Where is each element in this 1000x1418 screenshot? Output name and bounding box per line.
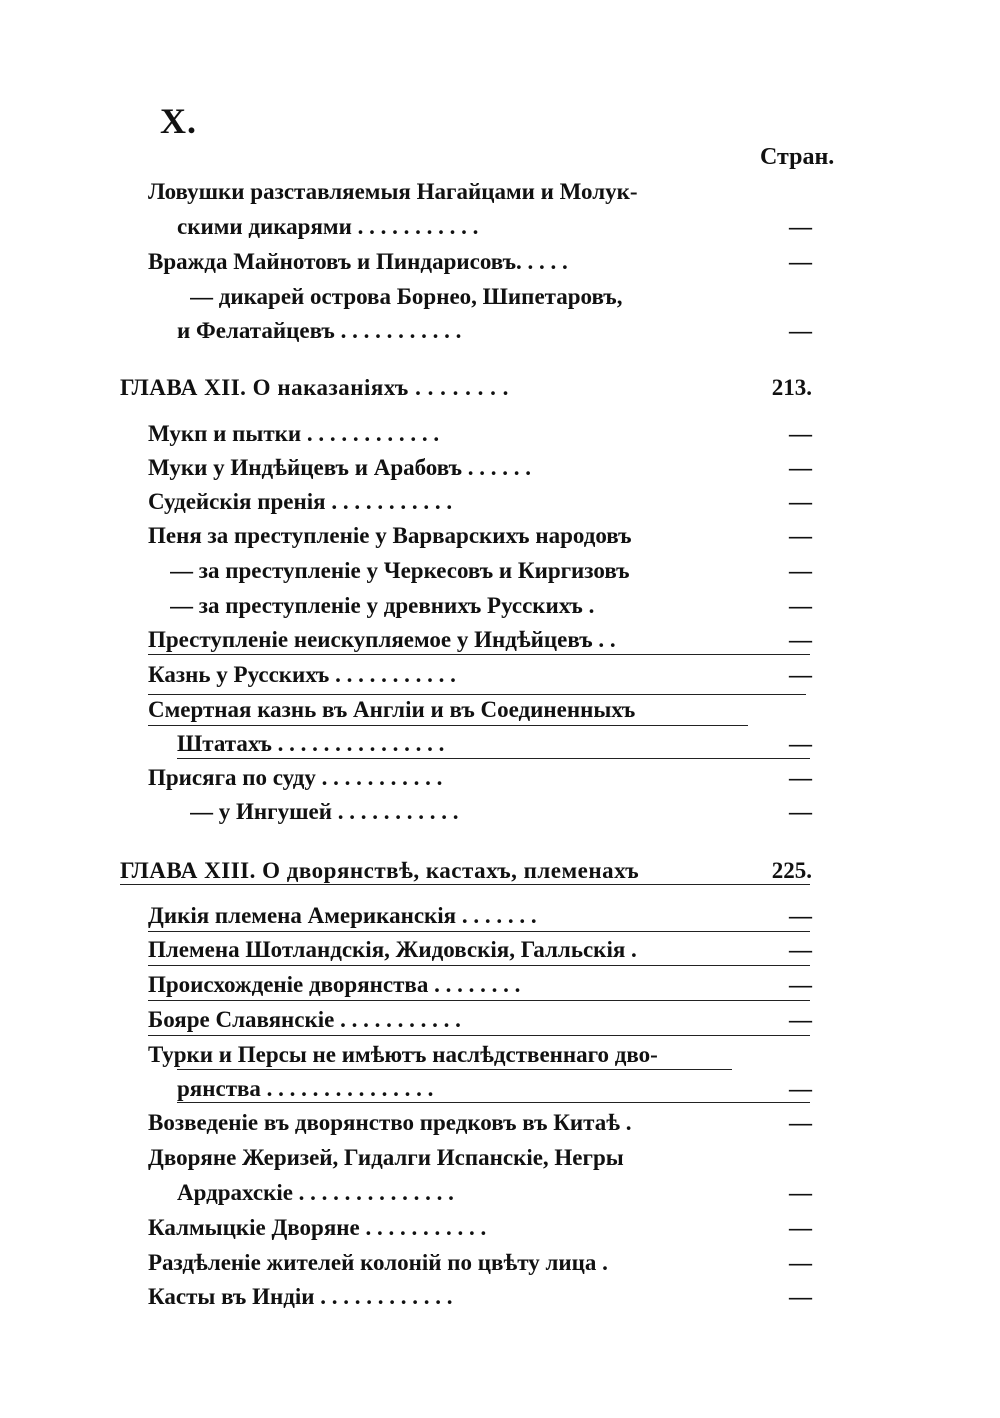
underline-rule [177, 1069, 732, 1070]
toc-entry [0, 898, 1000, 934]
entry-text: Дикія племена Американскія . . . . . . . [148, 903, 537, 928]
entry-text: рянства . . . . . . . . . . . . . . . [177, 1076, 434, 1101]
chapter-page: 213. [771, 375, 812, 400]
underline-rule [148, 1035, 810, 1036]
toc-entry [0, 657, 1000, 693]
toc-entry [0, 450, 1000, 486]
entry-page: — [789, 1284, 812, 1309]
entry-text: Присяга по суду . . . . . . . . . . . [148, 765, 443, 790]
page-number: X. [160, 101, 197, 141]
entry-text: Дворяне Жеризей, Гидалги Испанскіе, Негры [148, 1145, 624, 1170]
chapter-title: ГЛАВА XII. О наказаніяхъ . . . . . . . . [120, 375, 509, 400]
entry-text: — за преступленіе у Черкесовъ и Киргизовъ [170, 558, 630, 583]
entry-text: Племена Шотландскія, Жидовскія, Галльскія . [148, 937, 637, 962]
toc-entry [0, 692, 1000, 728]
entry-page: — [789, 937, 812, 962]
toc-entry [0, 1140, 1000, 1176]
toc-entry [0, 416, 1000, 452]
toc-entry [0, 174, 1000, 210]
toc-entry [0, 313, 1000, 349]
entry-page: — [789, 593, 812, 618]
entry-page: — [789, 214, 812, 239]
entry-text: Судейскія пренія . . . . . . . . . . . [148, 489, 453, 514]
toc-entry [0, 1105, 1000, 1141]
entry-text: Калмыцкіе Дворяне . . . . . . . . . . . [148, 1215, 487, 1240]
entry-page: — [789, 765, 812, 790]
entry-text: Раздѣленіе жителей колоній по цвѣту лица . [148, 1250, 608, 1275]
entry-text: — дикарей острова Борнео, Шипетаровъ, [190, 284, 623, 309]
underline-rule [148, 1000, 810, 1001]
entry-page: — [789, 249, 812, 274]
entry-text: — у Ингушей . . . . . . . . . . . [190, 799, 459, 824]
chapter-title: ГЛАВА XIII. О дворянствѣ, кастахъ, племенахъ [120, 858, 640, 883]
entry-page: — [789, 903, 812, 928]
toc-entry [0, 588, 1000, 624]
toc-entry [0, 1245, 1000, 1281]
toc-entry [0, 622, 1000, 658]
toc-entry [0, 209, 1000, 245]
entry-text: Касты въ Индіи . . . . . . . . . . . . [148, 1284, 453, 1309]
entry-text: Муки у Индѣйцевъ и Арабовъ . . . . . . [148, 455, 531, 480]
entry-text: скими дикарями . . . . . . . . . . . [177, 214, 479, 239]
entry-page: — [789, 1007, 812, 1032]
entry-text: Мукп и пытки . . . . . . . . . . . . [148, 421, 440, 446]
entry-page: — [789, 1180, 812, 1205]
toc-entry [0, 484, 1000, 520]
entry-page: — [789, 1110, 812, 1135]
underline-rule [120, 884, 810, 885]
entry-page: — [789, 489, 812, 514]
toc-entry [0, 932, 1000, 968]
entry-text: Возведеніе въ дворянство предковъ въ Китаѣ . [148, 1110, 632, 1135]
toc-entry [0, 794, 1000, 830]
entry-text: Турки и Персы не имѣютъ наслѣдственнаго дво- [148, 1042, 658, 1067]
entry-page: — [789, 558, 812, 583]
page-column-label: Стран. [760, 144, 835, 170]
toc-entry [0, 967, 1000, 1003]
entry-page: — [789, 662, 812, 687]
entry-text: Смертная казнь въ Англіи и въ Соединенныхъ [148, 697, 636, 722]
entry-text: Казнь у Русскихъ . . . . . . . . . . . [148, 662, 456, 687]
entry-page: — [789, 1215, 812, 1240]
entry-text: Пеня за преступленіе у Варварскихъ народовъ [148, 523, 632, 548]
entry-page: — [789, 421, 812, 446]
entry-page: — [789, 318, 812, 343]
entry-page: — [789, 972, 812, 997]
toc-entry [0, 244, 1000, 280]
toc-entry [0, 518, 1000, 554]
entry-text: — за преступленіе у древнихъ Русскихъ . [170, 593, 595, 618]
entry-text: Вражда Майнотовъ и Пиндарисовъ. . . . . [148, 249, 568, 274]
entry-text: Ловушки разставляемыя Нагайцами и Молук- [148, 179, 638, 204]
entry-page: — [789, 731, 812, 756]
entry-page: — [789, 1076, 812, 1101]
entry-text: Происхожденіе дворянства . . . . . . . . [148, 972, 521, 997]
toc-entry [0, 760, 1000, 796]
toc-entry [0, 1279, 1000, 1315]
entry-text: Штатахъ . . . . . . . . . . . . . . . [177, 731, 445, 756]
chapter-heading [0, 370, 1000, 406]
entry-text: Бояре Славянскіе . . . . . . . . . . . [148, 1007, 461, 1032]
toc-entry [0, 1175, 1000, 1211]
entry-text: и Фелатайцевъ . . . . . . . . . . . [177, 318, 462, 343]
toc-entry [0, 1037, 1000, 1073]
toc-entry [0, 1002, 1000, 1038]
entry-page: — [789, 523, 812, 548]
entry-page: — [789, 455, 812, 480]
toc-entry [0, 279, 1000, 315]
entry-page: — [789, 799, 812, 824]
toc-entry [0, 553, 1000, 589]
underline-rule [177, 1102, 810, 1103]
entry-page: — [789, 627, 812, 652]
chapter-page: 225. [771, 858, 812, 883]
entry-page: — [789, 1250, 812, 1275]
toc-entry [0, 1210, 1000, 1246]
toc-entry [0, 726, 1000, 762]
entry-text: Преступленіе неискупляемое у Индѣйцевъ . . [148, 627, 616, 652]
underline-rule [148, 965, 810, 966]
underline-rule [177, 758, 810, 759]
underline-rule [148, 654, 810, 655]
entry-text: Ардрахскіе . . . . . . . . . . . . . . [177, 1180, 454, 1205]
